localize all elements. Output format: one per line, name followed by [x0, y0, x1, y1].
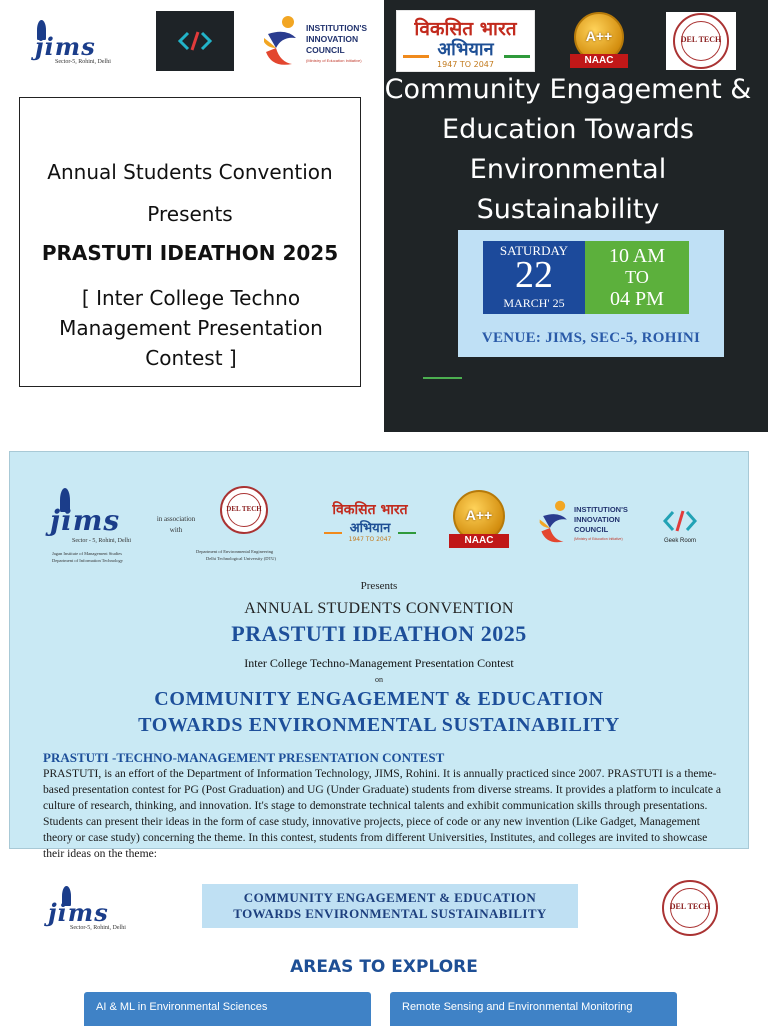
poster-jims-caption2: Department of Information Technology [52, 558, 123, 563]
time-to: TO [625, 267, 649, 287]
poster-iic-line1: INSTITUTION'S [574, 505, 628, 514]
poster-body-text: PRASTUTI, is an effort of the Department of Information Technology, JIMS, Rohini. It is annually practiced since 2007. PRASTUTI is a theme-based presentation contest for PG (Post Graduation) and UG (Under Graduate) students from diverse streams. It provides a platform to inculcate a culture of research, thinking, and innovation. It's stage to demonstrate technical talents and exhibit communication skills through presentations. Students can present their ideas in the form of case study, innovative projects, piece of code or any new invention (Like Gadget, Management theory or case study) concerning the theme. In this contest, students from different Universities, Institutes, and colleges are invited to showcase their ideas on the theme: [43, 767, 722, 860]
poster-geek-room-label: Geek Room [663, 538, 696, 544]
naac-logo [566, 12, 632, 72]
poster-presents: Presents [360, 580, 398, 592]
dtu-seal-icon [220, 486, 268, 534]
iic-sub: (Ministry of Education Initiative) [306, 58, 362, 63]
poster-iic-logo [538, 498, 638, 548]
event-poster [9, 451, 749, 860]
iic-line3: COUNCIL [306, 45, 345, 55]
jims-logo [33, 18, 133, 66]
poster-dtu-caption2: Delhi Technological University (DTU) [206, 556, 276, 561]
theme-title: Community Engagement & Education Towards Environmental Sustainability [384, 74, 752, 225]
area-item-ai-ml[interactable]: AI & ML in Environmental Sciences [84, 992, 371, 1026]
poster-dtu-label: DEL TECH [226, 505, 262, 513]
naac-grade: A++ [585, 28, 613, 44]
areas-title: AREAS TO EXPLORE [290, 957, 478, 977]
poster-dtu-logo [190, 486, 300, 570]
theme-banner-line2: TOWARDS ENVIRONMENTAL SUSTAINABILITY [233, 906, 547, 921]
footer-dtu-label: DEL TECH [669, 902, 711, 911]
date-day-name: SATURDAY [499, 243, 569, 258]
poster-jims-word: jims [50, 504, 121, 537]
date-day: 22 [515, 254, 553, 296]
event-title: PRASTUTI IDEATHON 2025 [41, 241, 339, 265]
dtu-seal-label: DEL TECH [680, 35, 722, 44]
theme-banner-line1: COMMUNITY ENGAGEMENT & EDUCATION [243, 890, 537, 905]
flag-stripe-green [504, 55, 530, 58]
poster-naac-label: NAAC [449, 534, 509, 548]
date-month: MARCH' 25 [503, 296, 565, 310]
iic-figure-icon [538, 498, 572, 546]
convention-card [19, 97, 361, 387]
poster-contest: Inter College Techno-Management Presentation Contest [244, 656, 514, 670]
poster-naac-grade: A++ [465, 507, 493, 523]
poster-iic-line3: COUNCIL [574, 525, 609, 534]
code-icon [658, 506, 702, 536]
presents-line: Presents [147, 202, 233, 226]
poster-event-title: PRASTUTI IDEATHON 2025 [231, 621, 527, 646]
poster-iic-sub: (Ministry of Education Initiative) [574, 537, 623, 541]
poster-convention: ANNUAL STUDENTS CONVENTION [244, 600, 514, 617]
flag-stripe-saffron [324, 532, 342, 534]
code-icon [156, 11, 234, 71]
poster-jims-logo [48, 488, 158, 568]
date-block [483, 241, 585, 314]
iic-line2: INNOVATION [306, 34, 359, 44]
accent-line [423, 377, 462, 379]
poster-vb-years: 1947 TO 2047 [348, 536, 392, 543]
poster-dtu-caption1: Department of Environmental Engineering [196, 549, 274, 554]
venue-label: VENUE: JIMS, SEC-5, ROHINI [481, 330, 701, 346]
association-line1: in association [156, 515, 196, 523]
viksit-bharat-logo [396, 10, 535, 72]
jims-logo-word: jims [35, 32, 96, 61]
footer-dtu-logo [660, 878, 732, 938]
poster-vb-bottom: अभियान [349, 521, 391, 536]
iic-figure-icon [262, 14, 302, 68]
naac-label: NAAC [570, 54, 628, 68]
footer-jims-sub: Sector-5, Rohini, Delhi [70, 925, 126, 931]
footer-jims-logo [46, 884, 142, 932]
time-block [585, 241, 689, 314]
flag-stripe-green [398, 532, 416, 534]
footer-jims-word: jims [48, 898, 109, 927]
poster-theme-line1: COMMUNITY ENGAGEMENT & EDUCATION [154, 688, 604, 710]
viksit-bharat-top: विकसित भारत [414, 18, 517, 40]
poster-jims-sub: Sector - 5, Rohini, Delhi [72, 538, 131, 544]
dtu-logo [666, 12, 736, 70]
time-start: 10 AM [608, 245, 666, 267]
poster-jims-caption1: Jagan Institute of Management Studies [52, 551, 122, 556]
flag-stripe-saffron [403, 55, 429, 58]
poster-body-heading: PRASTUTI -TECHNO-MANAGEMENT PRESENTATION CONTEST [43, 750, 445, 765]
dtu-seal-icon [662, 880, 718, 936]
poster-theme-line2: TOWARDS ENVIRONMENTAL SUSTAINABILITY [138, 714, 620, 736]
iic-line1: INSTITUTION'S [306, 23, 368, 33]
poster-vb-top: विकसित भारत [332, 502, 408, 518]
poster-geek-room-logo [658, 506, 702, 550]
association-line2: with [169, 526, 183, 534]
poster-on: on [375, 675, 383, 684]
geek-room-logo [156, 11, 234, 71]
poster-naac-logo [444, 490, 514, 552]
poster-iic-line2: INNOVATION [574, 515, 620, 524]
jims-logo-sub: Sector-5, Rohini, Delhi [55, 59, 111, 65]
viksit-bharat-years: 1947 TO 2047 [437, 60, 494, 69]
dtu-seal-icon [673, 13, 729, 69]
iic-logo [262, 14, 378, 70]
poster-viksit-bharat-logo [320, 498, 420, 548]
contest-subtitle: [ Inter College Techno Management Presentation Contest ] [59, 286, 323, 370]
time-end: 04 PM [610, 288, 664, 310]
theme-banner [202, 884, 578, 928]
viksit-bharat-bottom: अभियान [437, 39, 494, 60]
area-item-remote-sensing[interactable]: Remote Sensing and Environmental Monitoring [390, 992, 677, 1026]
convention-line: Annual Students Convention [47, 160, 333, 184]
